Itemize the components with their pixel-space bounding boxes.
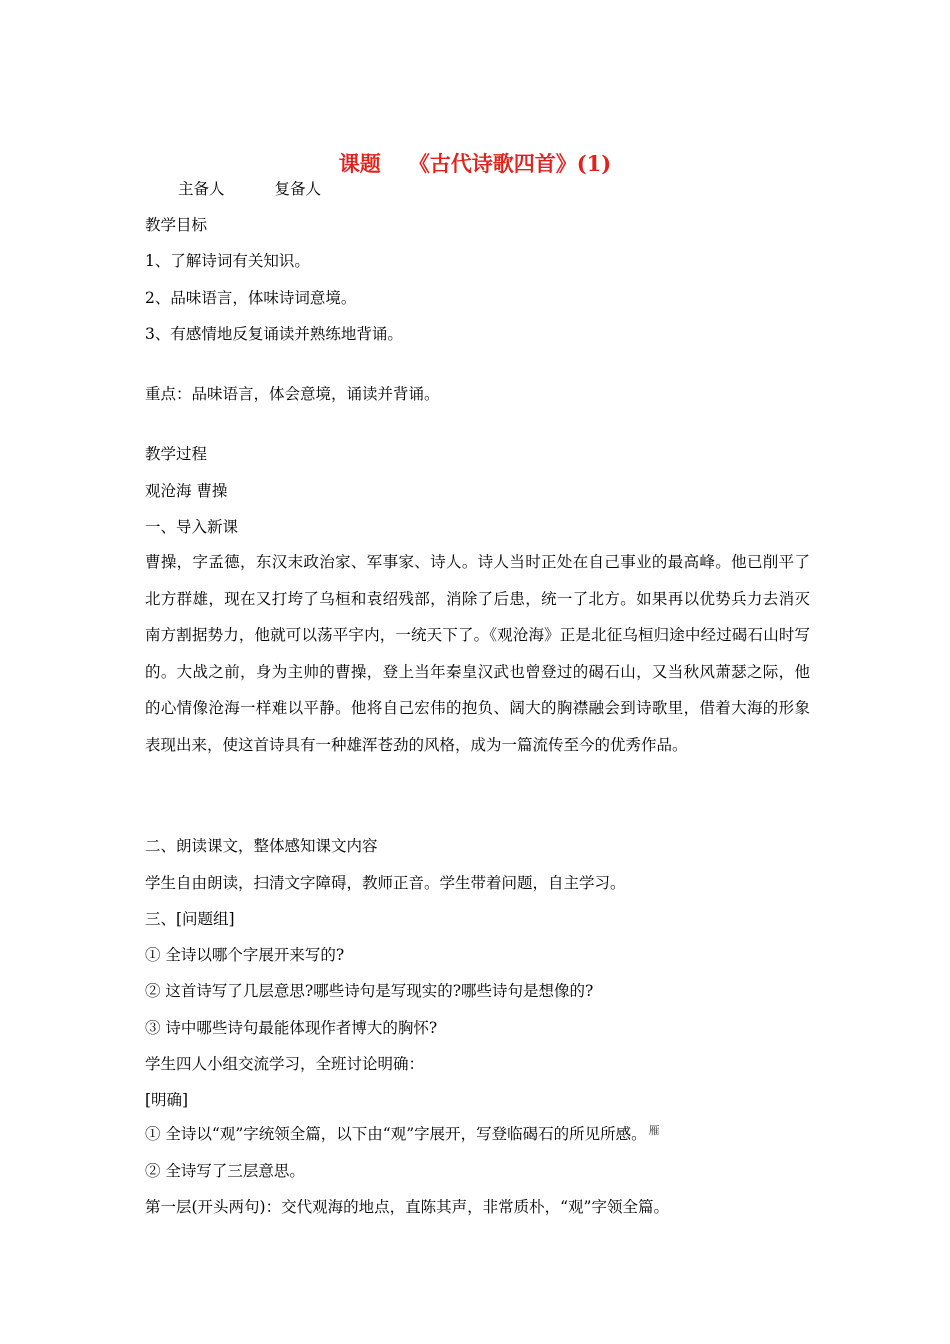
key-point: 重点：品味语言，体会意境，诵读并背诵。 <box>145 385 440 403</box>
question-item: ③ 诗中哪些诗句最能体现作者博大的胸怀? <box>145 1019 438 1037</box>
answer-item <box>145 1122 660 1144</box>
title-text: 《古代诗歌四首》(1) <box>408 151 612 176</box>
question-item: ② 这首诗写了几层意思?哪些诗句是写现实的?哪些诗句是想像的? <box>145 982 594 1000</box>
answer-item: ② 全诗写了三层意思。 <box>145 1162 305 1180</box>
section-heading: 二、朗读课文，整体感知课文内容 <box>145 837 378 855</box>
section-heading: 一、导入新课 <box>145 518 239 536</box>
intro-paragraph: 曹操，字孟德，东汉末政治家、军事家、诗人。诗人当时正处在自己事业的最高峰。他已削平了北方群雄，现在又打垮了乌桓和袁绍残部，消除了后患，统一了北方。如果再以优势兵力去消灭南方割据势力，他就可以荡平宇内，一统天下了。《观沧海》正是北征乌桓归途中经过碣石山时写的。大战之前，身为主帅的曹操，登上当年秦皇汉武也曾登过的碣石山，又当秋风萧瑟之际，他的心情像沧海一样难以平静。他将自己宏伟的抱负、阔大的胸襟融会到诗歌里，借着大海的形象表现出来，使这首诗具有一种雄浑苍劲的风格，成为一篇流传至今的优秀作品。 <box>145 553 810 754</box>
section-heading: 三、[问题组] <box>145 910 235 928</box>
answer-text: ① 全诗以“观”字统领全篇，以下由“观”字展开，写登临碣石的所见所感。 <box>145 1125 647 1143</box>
objectives-heading: 教学目标 <box>145 216 208 234</box>
question-item: ① 全诗以哪个字展开来写的? <box>145 946 345 964</box>
lesson-title <box>0 148 950 178</box>
process-heading: 教学过程 <box>145 445 208 463</box>
poem-title: 观沧海 曹操 <box>145 482 228 500</box>
stray-mark: 雁 <box>648 1124 660 1137</box>
objective-item: 1、了解诗词有关知识。 <box>145 252 310 270</box>
reading-instruction: 学生自由朗读，扫清文字障碍，教师正音。学生带着问题，自主学习。 <box>145 874 626 892</box>
preparers <box>178 177 321 199</box>
main-preparer: 主备人 <box>178 180 225 198</box>
secondary-preparer: 复备人 <box>274 180 322 198</box>
objective-item: 2、品味语言，体味诗词意境。 <box>145 289 357 307</box>
objective-item: 3、有感情地反复诵读并熟练地背诵。 <box>145 325 403 343</box>
answer-heading: [明确] <box>145 1091 189 1109</box>
layer-description: 第一层(开头两句)：交代观海的地点，直陈其声，非常质朴，“观”字领全篇。 <box>145 1198 669 1216</box>
discussion-text: 学生四人小组交流学习，全班讨论明确： <box>145 1055 425 1073</box>
title-label: 课题 <box>338 151 381 176</box>
